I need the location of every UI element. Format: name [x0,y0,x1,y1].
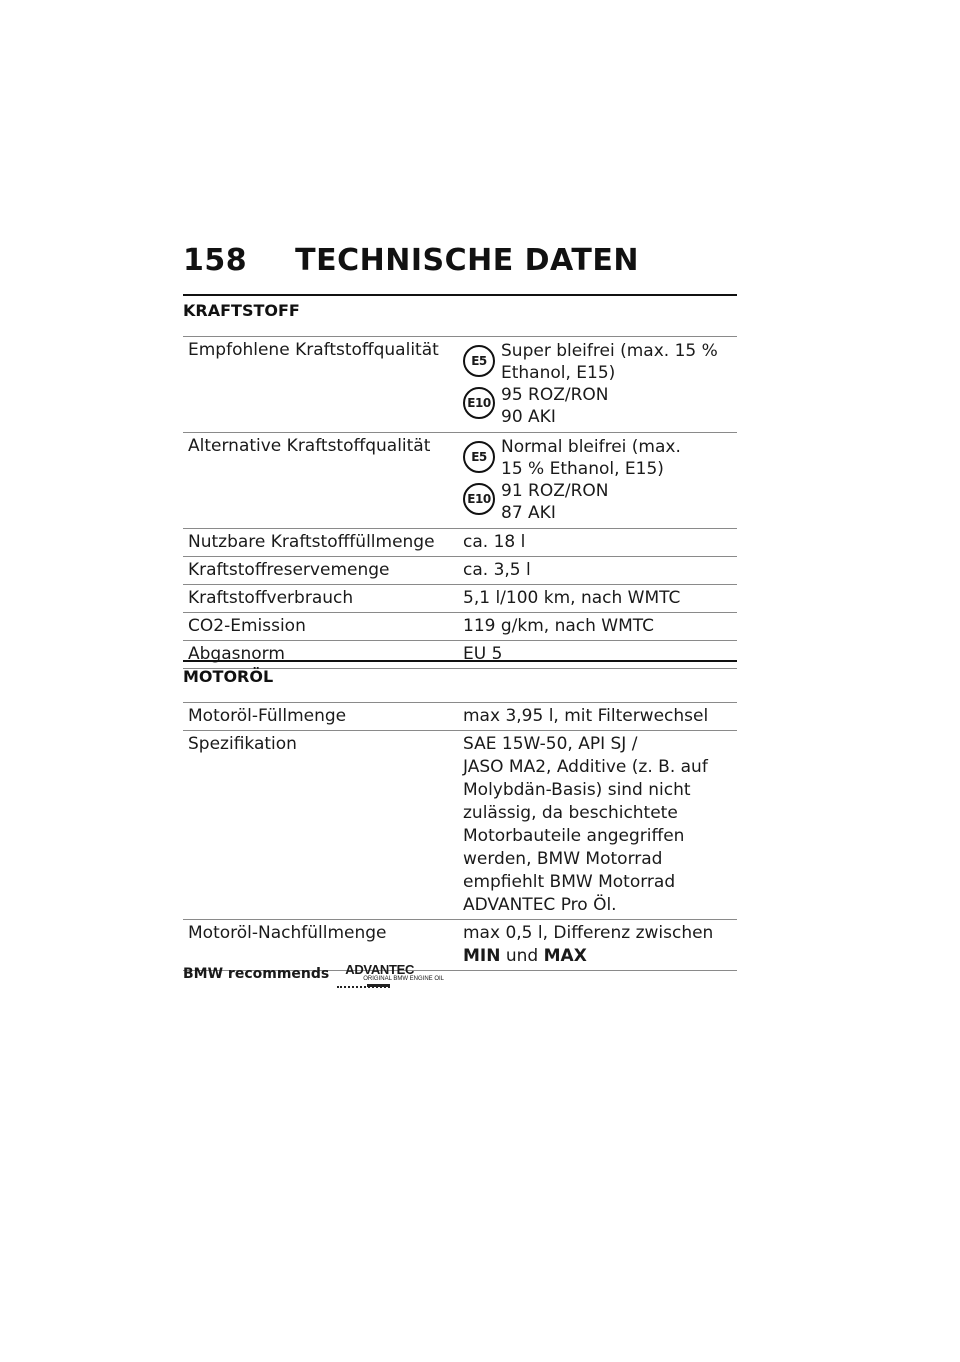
spec-line: ADVANTEC Pro Öl. [463,895,617,915]
row-value: ca. 3,5 l [463,560,531,580]
oil-section-title: MOTORÖL [183,660,737,686]
logo-sub-text: ORIGINAL BMW ENGINE OIL [363,976,445,982]
table-row [183,336,737,432]
row-value: ca. 18 l [463,532,526,552]
oil-refill-label: Motoröl-Nachfüllmenge [188,923,387,943]
oil-fill-value: max 3,95 l, mit Filterwechsel [463,706,709,726]
table-row [183,584,737,612]
bmw-recommends-text: BMW recommends [183,966,330,982]
spec-line: empfiehlt BMW Motorrad [463,872,676,892]
fuel-line: Normal bleifrei (max. [501,437,681,457]
fuel-badges [463,340,501,428]
table-row [183,432,737,528]
table-row [183,556,737,584]
fuel-line: 91 ROZ/RON [501,481,609,501]
recommended-fuel-value [457,337,737,432]
fuel-line: 90 AKI [501,407,556,427]
spec-line: zulässig, da beschichtete [463,803,678,823]
oil-table [183,702,737,971]
alternative-fuel-value [457,433,737,528]
footer [183,962,445,990]
fuel-line: 87 AKI [501,503,556,523]
oil-spec-value [457,731,737,919]
fuel-line: Super bleifrei (max. 15 % [501,341,718,361]
und-text: und [500,946,544,966]
refill-line: max 0,5 l, Differenz zwischen [463,923,714,943]
max-marker: MAX [543,946,587,966]
table-row [183,702,737,730]
fuel-line: Ethanol, E15) [501,363,616,383]
spec-line: Motorbauteile angegriffen [463,826,685,846]
row-label: Nutzbare Kraftstofffüllmenge [188,532,435,552]
recommended-fuel-label: Empfohlene Kraftstoffqualität [188,340,439,360]
fuel-section-title: KRAFTSTOFF [183,294,737,320]
fuel-line: 95 ROZ/RON [501,385,609,405]
e10-badge-icon: E10 [463,483,495,515]
oil-section [183,660,737,971]
spec-line: werden, BMW Motorrad [463,849,663,869]
alternative-fuel-label: Alternative Kraftstoffqualität [188,436,431,456]
row-label: Kraftstoffverbrauch [188,588,354,608]
logo-main-text: ADVANTEC [345,962,415,977]
page-number: 158 [183,243,248,278]
e5-badge-icon: E5 [463,345,495,377]
fuel-table [183,336,737,669]
spec-line: Molybdän-Basis) sind nicht [463,780,691,800]
table-row [183,612,737,640]
e10-badge-icon: E10 [463,387,495,419]
oil-spec-label: Spezifikation [188,734,297,754]
table-row [183,528,737,556]
oil-refill-value [457,920,737,970]
row-value: 5,1 l/100 km, nach WMTC [463,588,681,608]
e5-badge-icon: E5 [463,441,495,473]
fuel-section [183,294,737,669]
oil-fill-label: Motoröl-Füllmenge [188,706,347,726]
min-marker: MIN [463,946,501,966]
chapter-title: TECHNISCHE DATEN [295,243,639,278]
fuel-badges [463,436,501,524]
refill-line-2 [463,945,737,968]
row-label: CO2-Emission [188,616,306,636]
advantec-logo-icon [337,962,445,990]
fuel-line: 15 % Ethanol, E15) [501,459,664,479]
spec-line: SAE 15W-50, API SJ / [463,734,638,754]
row-value: 119 g/km, nach WMTC [463,616,655,636]
spec-line: JASO MA2, Additive (z. B. auf [463,757,708,777]
table-row [183,730,737,919]
logo-bar-solid [367,984,390,987]
row-label: Kraftstoffreservemenge [188,560,390,580]
row-value: EU 5 [463,644,503,664]
page-header [183,243,639,278]
row-label: Abgasnorm [188,644,285,664]
